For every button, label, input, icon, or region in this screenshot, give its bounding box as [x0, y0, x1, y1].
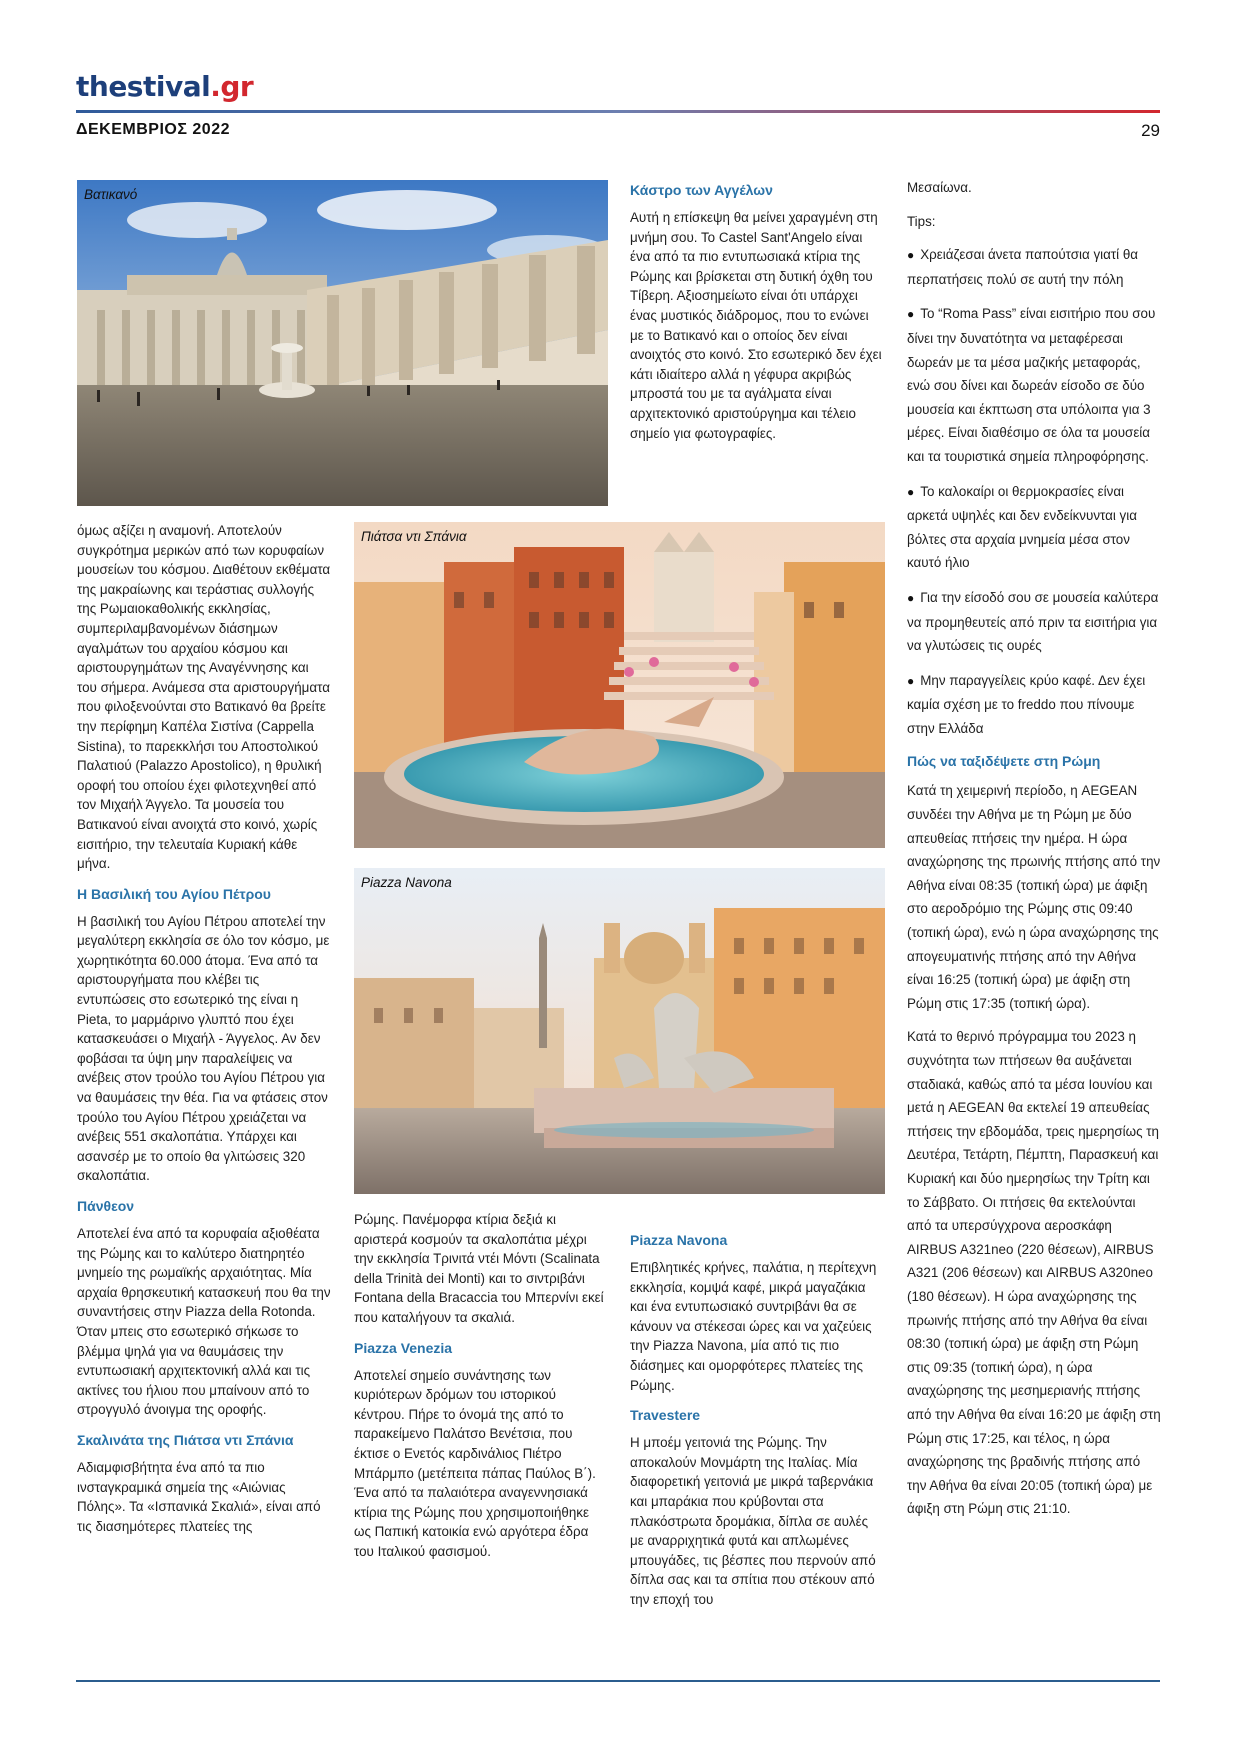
- photo-caption: Πιάτσα ντι Σπάνια: [361, 529, 467, 544]
- footer-rule: [76, 1680, 1160, 1682]
- heading-navona: Piazza Navona: [630, 1232, 728, 1248]
- heading-trastevere: Travestere: [630, 1407, 701, 1424]
- heading-travel: Πώς να ταξιδέψετε στη Ρώμη: [907, 753, 1101, 770]
- tips-label: Tips:: [907, 213, 936, 229]
- heading-venezia: Piazza Venezia: [354, 1339, 453, 1356]
- column-1: [77, 521, 331, 1546]
- tip-item: ● Το “Roma Pass” είναι εισιτήριο που σου δίνει την δυνατότητα να μεταφέρεσαι δωρεάν με τα μέσα μαζικής μεταφοράς, ενώ σου δίνει και δωρεάν είσοδο σε δύο μουσεία και έκπτωση στα υπόλοιπα για 3 μέρες. Είναι διαθέσιμο σε όλα τα μουσεία και τα τουριστικά σημεία πληροφόρησης.: [907, 302, 1161, 468]
- column-3-top: [630, 178, 882, 453]
- venezia-text: Αποτελεί σημείο συνάντησης των κυριότερων δρόμων του ιστορικού κέντρου. Πήρε το όνομά της από το παρακείμενο Παλάτσο Βενέτσια, που έκτισε ο Ενετός καρδινάλιος Πιέτρο Μπάρμπο (μετέπειτα πάπας Παύλος Β΄). Ένα από τα παλαιότερα αναγεννησιακά κτίρια της Ρώμης που χρησιμοποιήθηκε ως Παπική κατοικία ενώ αργότερα έδρα του Ιταλικού φασισμού.: [354, 1367, 596, 1559]
- vatican-museums-text: όμως αξίζει η αναμονή. Αποτελούν συγκρότημα μερικών από των κορυφαίων μουσείων του κόσμου. Διαθέτουν εκθέματα της μακραίωνης και τεράστιας συλλογής της Ρωμαιοκαθολικής εκκλησίας, συμπεριλαμβανομένων διάσημων αγαλμάτων του αρχαίου κόσμου και αριστουργημάτων της Αναγέννησης και του σήμερα. Ανάμεσα στα αριστουργήματα που φιλοξενούνται στο Βατικανό θα βρείτε την περίφημη Καπέλα Σιστίνα (Cappella Sistina), το παρεκκλήσι του Αποστολικού Παλατιού (Palazzo Apostolico), η θρυλική οροφή του οποίου έχει φιλοτεχνηθεί από τον Μιχαήλ Άγγελο. Τα μουσεία του Βατικανού είναι ανοιχτά στο κοινό, χωρίς εισιτήριο, την τελευταία Κυριακή κάθε μήνα.: [77, 523, 331, 872]
- column-3-bottom: [630, 1228, 882, 1620]
- navona-illustration: [354, 868, 885, 1194]
- logo-name: thestival: [76, 70, 211, 103]
- trastevere-end-text: Μεσαίωνα.: [907, 180, 972, 195]
- photo-caption: Piazza Navona: [361, 875, 452, 890]
- pantheon-text: Αποτελεί ένα από τα κορυφαία αξιοθέατα της Ρώμης και το καλύτερο διατηρητέο μνημείο της ρωμαϊκής αρχαιότητας. Μία αρχαία θρησκευτική κατασκευή που θα την συναντήσεις στην Piazza della Rotonda. Όταν μπεις στο εσωτερικό σήκωσε το βλέμμα ψηλά για να θαυμάσεις την εντυπωσιακή αρχιτεκτονική αλλά και τις ακτίνες του ήλιου που μπαίνουν από το στρογγυλό άνοιγμα της οροφής.: [77, 1226, 331, 1418]
- tip-item: ● Το καλοκαίρι οι θερμοκρασίες είναι αρκετά υψηλές και δεν ενδείκνυνται για βόλτες στα αρχαία μνημεία μέσα στον καυτό ήλιο: [907, 480, 1161, 575]
- tip-item: ● Για την είσοδό σου σε μουσεία καλύτερα να προμηθευτείς από πριν τα εισιτήρια για να γλυτώσεις τις ουρές: [907, 586, 1161, 658]
- spanish-steps-text: Αδιαμφισβήτητα ένα από τα πιο ινσταγκραμικά σημεία της «Αιώνιας Πόλης». Τα «Ισπανικά Σκαλιά», είναι από τις διασημότερες πλατείες της: [77, 1459, 321, 1534]
- logo-tld: .gr: [210, 70, 254, 103]
- spanish-steps-continued-text: Ρώμης. Πανέμορφα κτίρια δεξιά κι αριστερά κοσμούν τα σκαλοπάτια μέχρι την εκκλησία Τρινιτά ντέι Μόντι (Scalinata della Trinità dei Monti) και το σιντριβάνι Fontana della Bracaccia του Μπερνίνι εκεί που καταλήγουν τα σκαλιά.: [354, 1212, 604, 1325]
- photo-caption: Βατικανό: [84, 187, 138, 202]
- spanish-steps-illustration: [354, 522, 885, 848]
- column-4: [907, 176, 1161, 1531]
- site-logo[interactable]: [76, 70, 253, 103]
- vatican-illustration: [77, 180, 608, 506]
- spanish-steps-photo: [354, 522, 885, 848]
- tip-item: ● Χρειάζεσαι άνετα παπούτσια γιατί θα περπατήσεις πολύ σε αυτή την πόλη: [907, 243, 1161, 291]
- summer-schedule-text: Κατά το θερινό πρόγραμμα του 2023 η συχνότητα των πτήσεων θα αυξάνεται σταδιακά, καθώς από τα μέσα Ιουνίου και μετά η AEGEAN θα εκτελεί 19 απευθείας πτήσεις την εβδομάδα, τρεις ημερησίως τη Δευτέρα, Τετάρτη, Πέμπτη, Παρασκευή και Κυριακή και δύο ημερησίως την Τρίτη και το Σάββατο. Οι πτήσεις θα εκτελούνται από τα υπερσύγχρονα αεροσκάφη AIRBUS A321neo (220 θέσεων), AIRBUS A321 (206 θέσεων) και AIRBUS A320neo (180 θέσεων). Η ώρα αναχώρησης της πρωινής πτήσης από την Αθήνα θα είναι 08:30 (τοπική ώρα) με άφιξη στη Ρώμη στις 09:35 (τοπική ώρα), η ώρα αναχώρησης της μεσημεριανής πτήσης από την Αθήνα θα είναι 16:20 με άφιξη στη Ρώμη στις 17:25, και τέλος, η ώρα αναχώρησης της βραδινής πτήσης από την Αθήνα θα είναι 20:05 (τοπική ώρα) με άφιξη στη Ρώμη στις 21:10.: [907, 1029, 1161, 1517]
- heading-basilica: Η Βασιλική του Αγίου Πέτρου: [77, 885, 271, 902]
- issue-date: ΔΕΚΕΜΒΡΙΟΣ 2022: [76, 121, 230, 138]
- basilica-text: Η βασιλική του Αγίου Πέτρου αποτελεί την μεγαλύτερη εκκλησία σε όλο τον κόσμο, με χωρητικότητα 60.000 άτομα. Ένα από τα αριστουργήματα που κλέβει τις εντυπώσεις στο εσωτερικό της είναι η Pieta, το μαρμάρινο γλυπτό που έχει κατασκευάσει ο Μιχαήλ - Άγγελος. Αν δεν φοβάσαι τα ύψη μην παραλείψεις να ανέβεις στον τρούλο του Αγίου Πέτρου για να θαυμάσεις την θέα. Για να φτάσεις στον τρούλο του Αγίου Πέτρου χρειάζεται να ανέβεις 551 σκαλοπάτια. Υπάρχει και ασανσέρ με το οποίο θα γλιτώσεις 320 σκαλοπάτια.: [77, 913, 330, 1184]
- castel-santangelo-text: Αυτή η επίσκεψη θα μείνει χαραγμένη στη μνήμη σου. Το Castel Sant'Angelo είναι ένα από τα πιο εντυπωσιακά κτίρια της Ρώμης και βρίσκεται στη δυτική όχθη του Τίβερη. Αξιοσημείωτο είναι ότι υπάρχει ένας μυστικός διάδρομος, που το ενώνει με το Βατικανό και ο οποίος δεν είναι ανοιχτός στο κοινό. Στο εσωτερικό δεν έχει κάτι ιδιαίτερο αλλά η γέφυρα ακριβώς μπροστά του με τα αγάλματα είναι αρχιτεκτονικό αριστούργημα και τέλειο σημείο για φωτογραφίες.: [630, 210, 882, 441]
- winter-schedule-text: Κατά τη χειμερινή περίοδο, η AEGEAN συνδέει την Αθήνα με τη Ρώμη με δύο απευθείας πτήσεις την ημέρα. Η ώρα αναχώρησης της πρωινής πτήσης από την Αθήνα είναι 08:35 (τοπική ώρα) με άφιξη στο αεροδρόμιο της Ρώμης στις 09:40 (τοπική ώρα), ενώ η ώρα αναχώρησης της απογευματινής πτήσης από την Αθήνα είναι 16:25 (τοπική ώρα) με άφιξη στη Ρώμη στις 17:35 (τοπική ώρα).: [907, 783, 1161, 1011]
- heading-spanish-steps: Σκαλινάτα της Πιάτσα ντι Σπάνια: [77, 1431, 294, 1448]
- heading-pantheon: Πάνθεον: [77, 1198, 135, 1214]
- navona-photo: [354, 868, 885, 1194]
- vatican-photo: [77, 180, 608, 506]
- trastevere-text: Η μποέμ γειτονιά της Ρώμης. Την αποκαλούν Μονμάρτη της Ιταλίας. Μία διαφορετική γειτονιά με μικρά ταβερνάκια και μπαράκια που κρύβονται στα πλακόστρωτα δρομάκια, δίπλα σε αυλές με αναρριχητικά φυτά και απλωμένες μπουγάδες, τις βέσπες που περνούν από δίπλα σας και τα σπίτια που στέκουν από την εποχή του: [630, 1435, 876, 1607]
- header-rule: [76, 110, 1160, 113]
- column-2: [354, 1210, 604, 1572]
- heading-castel-santangelo: Κάστρο των Αγγέλων: [630, 182, 773, 198]
- navona-text: Επιβλητικές κρήνες, παλάτια, η περίτεχνη εκκλησία, κομψά καφέ, μικρά μαγαζάκια και ένα εντυπωσιακό συντριβάνι θα σε κάνουν να στέκεσαι ώρες και να χαζεύεις την Piazza Navona, μία από τις πιο διάσημες και ομορφότερες πλατείες της Ρώμης.: [630, 1260, 877, 1393]
- page-number: 29: [1141, 121, 1160, 140]
- tip-item: ● Μην παραγγείλεις κρύο καφέ. Δεν έχει καμία σχέση με το freddo που πίνουμε στην Ελλάδα: [907, 669, 1161, 741]
